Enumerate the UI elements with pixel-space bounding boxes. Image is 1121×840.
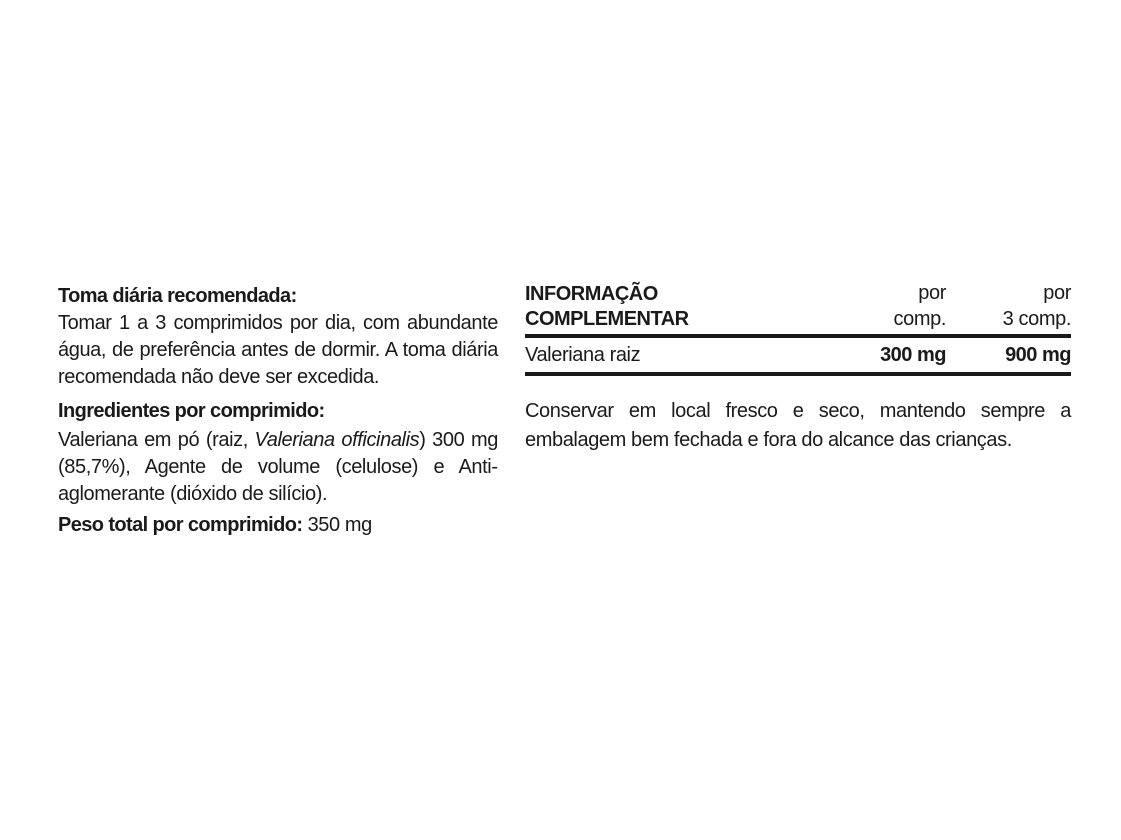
column-per-3-comp-line2: 3 comp. — [1002, 308, 1071, 330]
latin-name: Valeriana officinalis — [254, 429, 420, 451]
dosage-heading: Toma diária recomendada: — [58, 285, 297, 307]
table-title — [525, 282, 689, 332]
dosage-text: Tomar 1 a 3 comprimidos por dia, com abundante água, de preferência antes de dormir. A toma diária recomendada não deve ser excedida. — [58, 312, 498, 388]
ingredients-text — [58, 427, 498, 508]
total-weight-value: 350 mg — [302, 514, 372, 536]
table-row — [525, 338, 1071, 376]
row-per-comp-value: 300 mg — [880, 344, 946, 366]
column-per-comp-line2: comp. — [893, 308, 946, 330]
supplement-info — [525, 280, 1071, 475]
column-per-3-comp-line1: por — [1043, 282, 1071, 304]
ingredients-heading: Ingredientes por comprimido: — [58, 400, 325, 422]
ingredients-text-after: ) 300 mg (85,7%), Agente de volume (celulose) e Antiaglomerante (dióxido de silício). — [58, 429, 498, 505]
storage-instructions: Conservar em local fresco e seco, mantendo sempre a embalagem bem fechada e fora do alcance das crianças. — [525, 400, 1071, 451]
row-per-3-comp-value: 900 mg — [1005, 344, 1071, 366]
table-header — [525, 280, 1071, 338]
total-weight — [58, 512, 498, 539]
column-per-comp-line1: por — [918, 282, 946, 304]
table-title-line2: COMPLEMENTAR — [525, 308, 689, 330]
usage-section — [58, 282, 498, 539]
row-ingredient-name: Valeriana raiz — [525, 344, 641, 366]
ingredients-text-before: Valeriana em pó (raiz, — [58, 429, 255, 451]
column-per-comp-header — [894, 280, 946, 332]
column-per-3-comp-header — [1003, 280, 1071, 332]
total-weight-label: Peso total por comprimido: — [58, 514, 303, 536]
table-title-line1: INFORMAÇÃO — [525, 283, 658, 305]
